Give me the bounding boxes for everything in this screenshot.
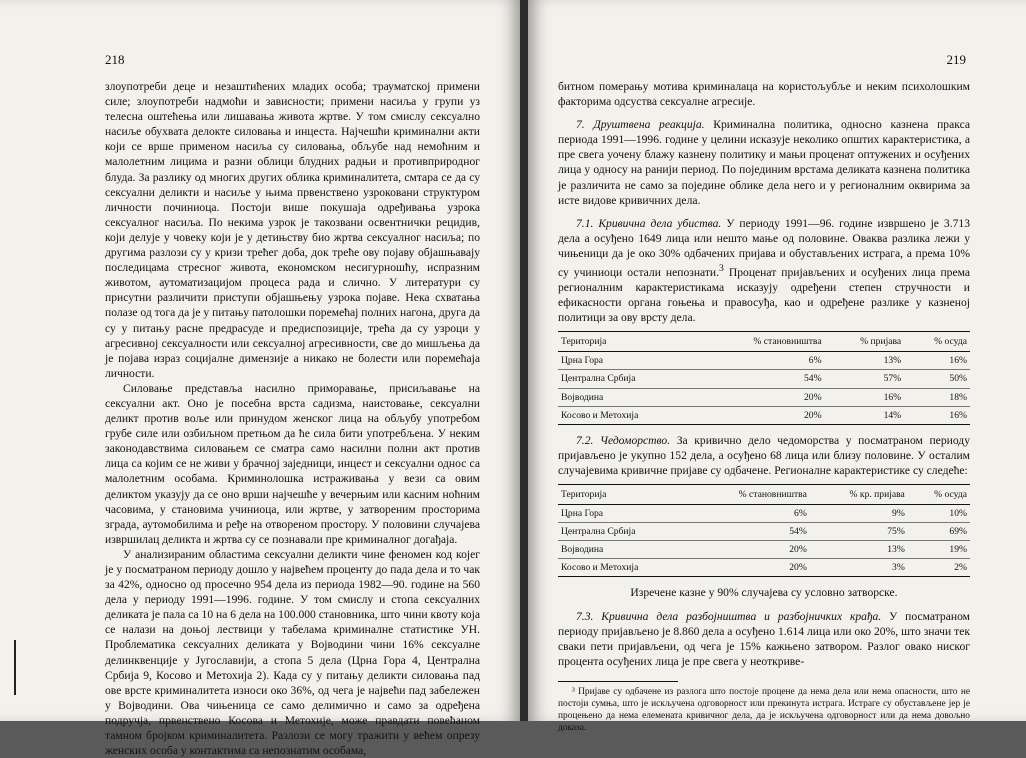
table-cell: 54% <box>691 523 810 541</box>
table-header: Територија <box>558 485 691 505</box>
table-cell: 54% <box>699 370 825 388</box>
table-row <box>558 370 970 388</box>
table-header: Територија <box>558 332 699 352</box>
section-text: За кривично дело чедоморства у посматраном периоду пријављено је укупно 152 дела, а осуђено 68 лица или близу половине. У осталим случајевима кривичне пријаве су одбачене. Регионалне карактеристике су следеће: <box>558 433 970 477</box>
table-cell: 16% <box>904 406 970 424</box>
table-header: % осуда <box>908 485 970 505</box>
table-header-row <box>558 332 970 352</box>
table-header: % пријава <box>825 332 905 352</box>
table-row <box>558 352 970 370</box>
table-row <box>558 523 970 541</box>
section-7-2 <box>558 433 970 478</box>
left-text-column <box>105 79 480 758</box>
table-cell: Војводина <box>558 388 699 406</box>
table-cell: 9% <box>810 505 908 523</box>
table-row <box>558 406 970 424</box>
table-cell: 3% <box>810 559 908 577</box>
table-cell: 50% <box>904 370 970 388</box>
paragraph: злоупотреби деце и незаштићених младих особа; трауматској примени силе; злоупотреби надмоћи и зависности; примени насиља у групи уз телесна оштећења или лишавања живота жртве. У том смислу сексуално насиље обухвата делокте силовања и инцеста. Најчешћи криминални акти који се врше применом насиља су силовања, обљубе над немоћним и малолетним лицима и разни облици блудних радњи и противприродног блуда. За разлику од многих других облика криминалитета, смтара се да су сексуални деликти и насиље у њима првенствено узроковани структуром личности починиоца. Постоји више покушаја одређивања узрока сексуалног насиља. По некима узрок је такозвани освентнички рецидив, који делује у човеку који је у детињству био жртва сексуалног насиља; по другима разлози су у кризи трећег доба, док треће ову појаву објашњавају последицама стресног живота, економском несигурношћу, испразним животом, аутоматизацијом процеса рада и слично. У литератури су присутни различити приступи објашњењу узрока појаве. Нека схватања полазе од тога да је у питању патолошки поремећај полних нагона, друга да су у питању расне предрасуде и предиспозиције, трећа да су узроци у агресивној сексуалности или сексуалној агресивности, све до мишљења да је појава израз социјалне димензије а никако не болести или поремећаја личности. <box>105 80 480 380</box>
table-header: % осуда <box>904 332 970 352</box>
table-cell: 10% <box>908 505 970 523</box>
table-cell: 16% <box>904 352 970 370</box>
section-heading: 7.2. Чедоморство. <box>576 433 671 447</box>
paragraph: битном померању мотива криминалаца на користољубље и неким психолошким факторима одсуства сексуалне агресије. <box>558 80 970 109</box>
right-page <box>528 0 1026 733</box>
page-number-left: 218 <box>105 52 125 67</box>
table-cell: Црна Гора <box>558 352 699 370</box>
table-cell: Војводина <box>558 541 691 559</box>
table-cell: 13% <box>810 541 908 559</box>
table-header: % становништва <box>691 485 810 505</box>
table-cell: 16% <box>825 388 905 406</box>
section-text: Криминална политика, односно казнена пракса периода 1991—1996. године у целини исказује неколико општих карактеристика, а пре свега уочену блажу казнену политику и мањи проценат оптужених и осуђених лица у односу на ранији период. По појединим врстама деликата казнена политика је различита не само за поједине облике дела него и у регионалним оквирима за исте видове кривичних дела. <box>558 118 971 207</box>
section-7-3 <box>558 609 970 669</box>
section-7 <box>558 117 970 208</box>
table-cell: Црна Гора <box>558 505 691 523</box>
table-cell: 2% <box>908 559 970 577</box>
table-cell: 20% <box>691 559 810 577</box>
footnote-rule <box>558 681 678 682</box>
table-row <box>558 388 970 406</box>
table-infanticide <box>558 484 970 577</box>
section-heading: 7.1. Кривична дела убиства. <box>576 216 722 230</box>
table-row <box>558 541 970 559</box>
table-cell: 57% <box>825 370 905 388</box>
table-cell: 14% <box>825 406 905 424</box>
table-header-row <box>558 485 970 505</box>
table-cell: Косово и Метохија <box>558 406 699 424</box>
table-cell: 6% <box>699 352 825 370</box>
table-cell: Централна Србија <box>558 370 699 388</box>
page-edge-mark <box>14 640 16 695</box>
section-text: У периоду 1991—96. године извршено је 3.713 дела а осуђено 1649 лица или нешто мање од половине. Оваква разлика лежи у чињеници да је око 30% одбачених пријава и обустављених истрага, а према 10% су учиниоци остали непознати. <box>558 216 971 279</box>
footnote-marker: 3 <box>719 263 724 275</box>
table-cell: 75% <box>810 523 908 541</box>
paragraph: Изречене казне у 90% случајева су условно затворске. <box>630 586 898 600</box>
section-text: Проценат пријављених и осуђених лица према регионалним карактеристикама исказују одређени степен стручности и ефикасности органа гоњења и правосуђа, као и одређене разлике у казненој политици за ову врсту дела. <box>558 265 971 325</box>
table-cell: Косово и Метохија <box>558 559 691 577</box>
table-header: % кр. пријава <box>810 485 908 505</box>
table-cell: 18% <box>904 388 970 406</box>
table-homicide <box>558 331 970 424</box>
table-cell: 20% <box>699 388 825 406</box>
footnote: ³ Пријаве су одбачене из разлога што постоје процене да нема дела или нема опасности, што не постоји сумња, што је искључена одговорност или прекинута истрага. Истраге су обустављене јер је процењено да нема елемената кривичног дела, да је искључена одговорност или да нема довољно доказа. <box>558 686 970 733</box>
paragraph: У анализираним областима сексуални деликти чине феномен код којег је у посматраном периоду дошло у највећем проценту до пада дела и то чак за 42%, односно од просечно 954 дела из периода 1982—90. године на 560 дела у периоду 1991—1996. године. У том смислу и стопа сексуалних деликата је пала са 10 на 6 дела на 100.000 становника, што чини квоту која се налази на доњој лествици у табелама криминалне статистике УН. Проблематика сексуалних деликата у Војводини чини 16% сексуалне делинквенције у Југославији, а стопа 5 дела (Црна Гора 4, Централна Србија 9, Косово и Метохија 2). Када су у питању деликти силовања пад ове врсте криминалитета износи око 36%, од чега је највећи пад забележен у Војводини. Ова чињеница се само делимично и само за одређена подручја, првенствено Косова и Метохије, може правдати повећаном тамном бројком криминалитета. Разлози се могу тражити у већем опрезу женских особа у контактима са непознатим особама, <box>105 547 480 758</box>
section-7-1 <box>558 216 970 326</box>
page-number-right: 219 <box>946 52 966 67</box>
table-cell: 20% <box>699 406 825 424</box>
table-row <box>558 505 970 523</box>
section-heading: 7.3. Кривична дела разбојништва и разбојничких крађа. <box>576 609 882 623</box>
right-text-column <box>558 79 970 734</box>
section-text: У посматраном периоду пријављено је 8.860 дела а осуђено 1.614 лица или око 20%, што значи тек сваки пети пријављени, од чега је 15% кажњено затвором. Разлог овако ниског процента осуђених лица је пре свега у неоткриве- <box>558 609 970 668</box>
book-gutter <box>520 0 528 721</box>
table-cell: 19% <box>908 541 970 559</box>
table-cell: Централна Србија <box>558 523 691 541</box>
table-row <box>558 559 970 577</box>
table-cell: 20% <box>691 541 810 559</box>
paragraph: Силовање представља насилно приморавање, присиљавање на сексуални акт. Оно је посебна врста садизма, наистовање, сексуални деликт против воље или принудом женског лица на обљубу употребом грубе силе или озбиљном претњом да ће сила бити употребљена. У неким законодавствима силовањем се сматра само насилни полни акт против лица са којим се не живи у брачној заједници, инцест и сексуални однос са малолетним особама. Криминолошка истраживања у вези са овим деликтом указују да се оно врши најчешће у вечерњим или касним ноћним часовима, у становима учиниоца, или жртве, у затвореним просторима зграда, аутомобилима и ређе на отвореном простору. У половини случајева извршилац деликта и жртва су се познавали пре криминалног догађаја. <box>105 381 480 546</box>
table-cell: 13% <box>825 352 905 370</box>
table-header: % становништва <box>699 332 825 352</box>
table-cell: 6% <box>691 505 810 523</box>
section-heading: 7. Друштвена реакција. <box>576 118 705 132</box>
table-cell: 69% <box>908 523 970 541</box>
